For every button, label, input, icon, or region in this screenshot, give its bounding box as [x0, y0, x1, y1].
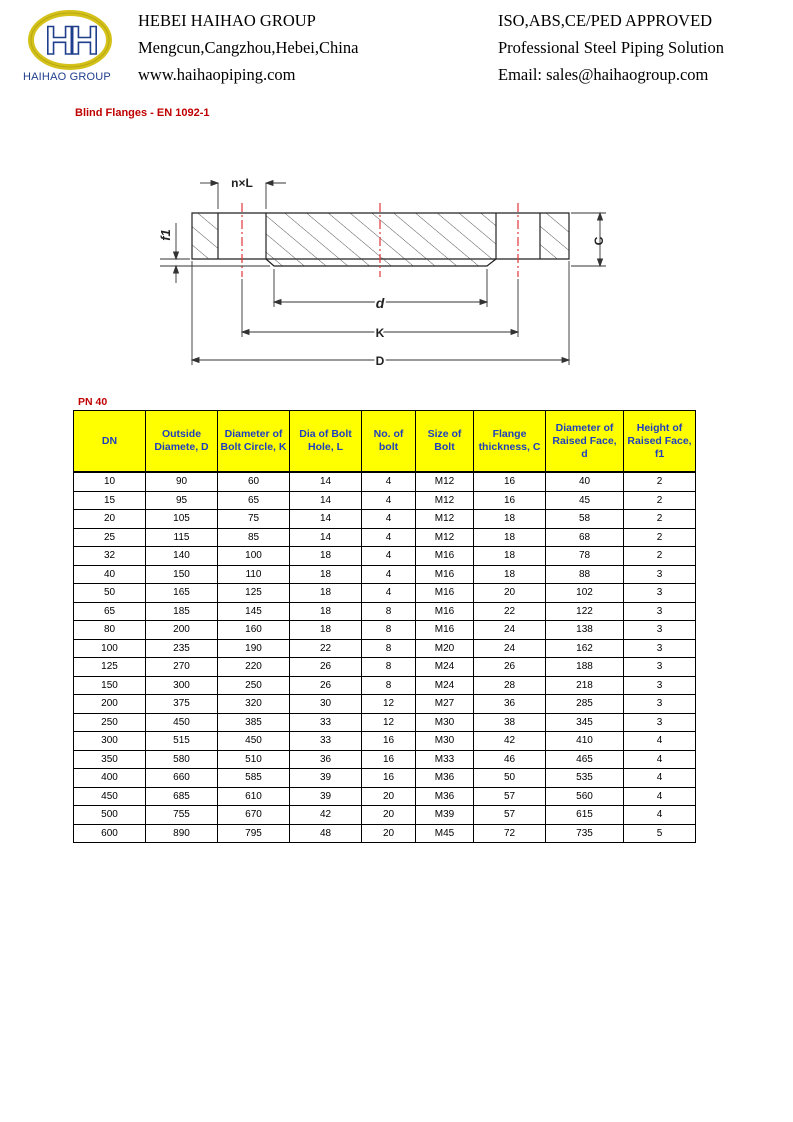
column-header-text: Diameter of	[224, 428, 283, 440]
table-cell: 510	[218, 750, 290, 769]
column-header-text: Hole, L	[307, 441, 343, 453]
column-header-text: Dia of Bolt	[299, 428, 352, 440]
table-cell: 3	[624, 584, 696, 603]
label-raised-face-height: f1	[158, 229, 173, 241]
column-header	[362, 411, 416, 473]
table-row	[74, 824, 696, 843]
table-cell: 22	[474, 602, 546, 621]
table-cell: 45	[546, 491, 624, 510]
table-cell: 18	[474, 510, 546, 529]
table-cell: M12	[416, 491, 474, 510]
table-cell: 4	[362, 565, 416, 584]
table-cell: 39	[290, 787, 362, 806]
table-cell: 8	[362, 676, 416, 695]
table-cell: 3	[624, 676, 696, 695]
table-cell: M16	[416, 602, 474, 621]
table-cell: 48	[290, 824, 362, 843]
table-cell: 4	[624, 732, 696, 751]
table-cell: 2	[624, 528, 696, 547]
pressure-class-label: PN 40	[78, 396, 108, 408]
table-cell: 145	[218, 602, 290, 621]
table-cell: 755	[146, 806, 218, 825]
table-cell: 8	[362, 658, 416, 677]
table-cell: 735	[546, 824, 624, 843]
table-cell: 32	[74, 547, 146, 566]
table-cell: 58	[546, 510, 624, 529]
table-cell: M45	[416, 824, 474, 843]
table-cell: 3	[624, 713, 696, 732]
column-header	[474, 411, 546, 473]
table-cell: 90	[146, 472, 218, 491]
table-cell: 5	[624, 824, 696, 843]
table-cell: M36	[416, 769, 474, 788]
table-cell: 40	[546, 472, 624, 491]
table-cell: 320	[218, 695, 290, 714]
table-cell: 100	[218, 547, 290, 566]
table-cell: 60	[218, 472, 290, 491]
label-bolt-hole: n×L	[231, 176, 253, 190]
table-cell: 105	[146, 510, 218, 529]
table-cell: 345	[546, 713, 624, 732]
table-cell: 220	[218, 658, 290, 677]
table-row	[74, 769, 696, 788]
table-cell: 68	[546, 528, 624, 547]
table-cell: 250	[218, 676, 290, 695]
table-row	[74, 713, 696, 732]
column-header-text: Raised Face,	[552, 434, 617, 447]
table-cell: 560	[546, 787, 624, 806]
table-cell: 20	[362, 806, 416, 825]
table-cell: M24	[416, 658, 474, 677]
table-cell: M12	[416, 528, 474, 547]
table-cell: 20	[474, 584, 546, 603]
table-cell: 2	[624, 547, 696, 566]
table-cell: 165	[146, 584, 218, 603]
table-cell: 685	[146, 787, 218, 806]
table-body	[74, 472, 696, 843]
table-cell: 200	[146, 621, 218, 640]
table-row	[74, 510, 696, 529]
table-cell: 162	[546, 639, 624, 658]
table-cell: 14	[290, 510, 362, 529]
column-header	[624, 411, 696, 473]
table-row	[74, 806, 696, 825]
table-cell: 4	[362, 584, 416, 603]
table-cell: 400	[74, 769, 146, 788]
table-row	[74, 695, 696, 714]
certifications: ISO,ABS,CE/PED APPROVED	[498, 11, 713, 30]
table-cell: 4	[362, 472, 416, 491]
table-cell: 57	[474, 787, 546, 806]
table-cell: 22	[290, 639, 362, 658]
table-cell: 95	[146, 491, 218, 510]
column-header-text: Bolt	[434, 441, 455, 453]
table-cell: M16	[416, 621, 474, 640]
table-cell: 39	[290, 769, 362, 788]
table-cell: 26	[474, 658, 546, 677]
table-cell: M30	[416, 713, 474, 732]
table-row	[74, 787, 696, 806]
company-email[interactable]: Email: sales@haihaogroup.com	[498, 65, 709, 84]
table-cell: 78	[546, 547, 624, 566]
table-cell: 4	[362, 491, 416, 510]
blind-flange-drawing	[140, 165, 620, 375]
table-cell: 3	[624, 565, 696, 584]
table-cell: 18	[290, 621, 362, 640]
table-cell: 20	[362, 787, 416, 806]
table-row	[74, 676, 696, 695]
table-cell: 8	[362, 639, 416, 658]
table-cell: 4	[362, 547, 416, 566]
table-cell: 140	[146, 547, 218, 566]
table-cell: 38	[474, 713, 546, 732]
table-cell: 8	[362, 621, 416, 640]
label-thickness: C	[592, 236, 606, 246]
table-cell: 190	[218, 639, 290, 658]
column-header-text: thickness, C	[478, 441, 541, 453]
column-header-text: Diamete, D	[154, 441, 209, 453]
table-cell: 30	[290, 695, 362, 714]
company-website[interactable]: www.haihaopiping.com	[138, 65, 296, 84]
table-cell: 100	[74, 639, 146, 658]
table-cell: 150	[74, 676, 146, 695]
table-cell: 535	[546, 769, 624, 788]
table-cell: 500	[74, 806, 146, 825]
table-cell: 12	[362, 713, 416, 732]
table-row	[74, 491, 696, 510]
table-cell: 110	[218, 565, 290, 584]
table-row	[74, 602, 696, 621]
svg-text:HH: HH	[45, 19, 95, 63]
table-cell: M24	[416, 676, 474, 695]
table-cell: 80	[74, 621, 146, 640]
table-cell: 65	[218, 491, 290, 510]
table-cell: 385	[218, 713, 290, 732]
table-cell: 4	[624, 787, 696, 806]
table-cell: M39	[416, 806, 474, 825]
column-header	[218, 411, 290, 473]
column-header-text: No. of	[373, 428, 404, 440]
table-row	[74, 528, 696, 547]
table-cell: 36	[290, 750, 362, 769]
table-cell: 16	[474, 472, 546, 491]
column-header-text: d	[581, 447, 588, 460]
table-cell: 450	[146, 713, 218, 732]
company-address: Mengcun,Cangzhou,Hebei,China	[138, 38, 359, 57]
logo-caption: HAIHAO GROUP	[23, 71, 111, 83]
table-cell: 18	[290, 565, 362, 584]
column-header-text: f1	[654, 447, 665, 460]
table-cell: 3	[624, 621, 696, 640]
table-cell: 125	[74, 658, 146, 677]
table-cell: 600	[74, 824, 146, 843]
table-cell: 18	[290, 547, 362, 566]
column-header-text: Diameter of	[555, 421, 614, 434]
table-cell: 85	[218, 528, 290, 547]
table-cell: 72	[474, 824, 546, 843]
table-cell: 185	[146, 602, 218, 621]
table-cell: 4	[362, 528, 416, 547]
table-cell: 14	[290, 491, 362, 510]
column-header-text: DN	[101, 434, 118, 447]
table-cell: 2	[624, 510, 696, 529]
table-cell: 138	[546, 621, 624, 640]
table-cell: 14	[290, 528, 362, 547]
table-cell: 3	[624, 695, 696, 714]
table-cell: 28	[474, 676, 546, 695]
company-name: HEBEI HAIHAO GROUP	[138, 11, 316, 30]
column-header	[290, 411, 362, 473]
table-cell: 3	[624, 602, 696, 621]
table-cell: 615	[546, 806, 624, 825]
table-cell: 65	[74, 602, 146, 621]
table-row	[74, 732, 696, 751]
table-cell: 300	[74, 732, 146, 751]
table-cell: 660	[146, 769, 218, 788]
table-cell: 3	[624, 658, 696, 677]
table-cell: 2	[624, 472, 696, 491]
table-cell: 24	[474, 639, 546, 658]
table-cell: 18	[290, 602, 362, 621]
table-cell: M20	[416, 639, 474, 658]
document-title: Blind Flanges - EN 1092-1	[75, 107, 210, 119]
table-row	[74, 750, 696, 769]
table-cell: 375	[146, 695, 218, 714]
table-cell: 26	[290, 676, 362, 695]
table-cell: M36	[416, 787, 474, 806]
table-cell: 36	[474, 695, 546, 714]
table-cell: 18	[474, 528, 546, 547]
table-cell: 46	[474, 750, 546, 769]
table-cell: 14	[290, 472, 362, 491]
table-cell: 115	[146, 528, 218, 547]
table-cell: 4	[362, 510, 416, 529]
column-header	[146, 411, 218, 473]
table-row	[74, 565, 696, 584]
table-cell: 465	[546, 750, 624, 769]
table-cell: 15	[74, 491, 146, 510]
table-cell: 270	[146, 658, 218, 677]
table-cell: 300	[146, 676, 218, 695]
table-cell: 25	[74, 528, 146, 547]
table-cell: 42	[290, 806, 362, 825]
table-cell: 50	[74, 584, 146, 603]
table-cell: 18	[474, 547, 546, 566]
table-cell: 26	[290, 658, 362, 677]
table-cell: 16	[474, 491, 546, 510]
table-cell: 16	[362, 769, 416, 788]
table-cell: 16	[362, 750, 416, 769]
label-outside-dia: D	[375, 354, 385, 368]
table-cell: 235	[146, 639, 218, 658]
table-cell: 188	[546, 658, 624, 677]
table-cell: 40	[74, 565, 146, 584]
logo-mark-icon	[20, 8, 120, 72]
table-cell: 4	[624, 750, 696, 769]
table-cell: M30	[416, 732, 474, 751]
company-logo	[20, 8, 120, 90]
table-cell: M27	[416, 695, 474, 714]
table-row	[74, 639, 696, 658]
table-cell: 10	[74, 472, 146, 491]
table-cell: 88	[546, 565, 624, 584]
table-header-row	[74, 411, 696, 473]
table-cell: 18	[290, 584, 362, 603]
table-cell: 50	[474, 769, 546, 788]
table-cell: 450	[218, 732, 290, 751]
table-cell: 33	[290, 732, 362, 751]
table-cell: M12	[416, 510, 474, 529]
table-cell: 450	[74, 787, 146, 806]
table-cell: 250	[74, 713, 146, 732]
table-cell: 160	[218, 621, 290, 640]
flange-spec-table	[73, 410, 696, 843]
table-row	[74, 472, 696, 491]
column-header-text: Flange	[492, 428, 527, 440]
table-cell: 12	[362, 695, 416, 714]
table-cell: 350	[74, 750, 146, 769]
column-header	[74, 411, 146, 473]
table-cell: 24	[474, 621, 546, 640]
label-bolt-circle: K	[375, 326, 385, 340]
table-cell: 4	[624, 769, 696, 788]
table-cell: 57	[474, 806, 546, 825]
table-row	[74, 658, 696, 677]
column-header-text: Outside	[161, 428, 202, 440]
table-cell: M12	[416, 472, 474, 491]
table-cell: 20	[74, 510, 146, 529]
column-header-text: Height of	[636, 421, 683, 434]
table-row	[74, 547, 696, 566]
table-cell: 585	[218, 769, 290, 788]
table-cell: 890	[146, 824, 218, 843]
table-cell: 102	[546, 584, 624, 603]
table-cell: 8	[362, 602, 416, 621]
table-row	[74, 584, 696, 603]
table-cell: 610	[218, 787, 290, 806]
table-cell: 4	[624, 806, 696, 825]
table-cell: M16	[416, 547, 474, 566]
table-cell: 125	[218, 584, 290, 603]
table-cell: 2	[624, 491, 696, 510]
table-cell: M16	[416, 584, 474, 603]
table-cell: 16	[362, 732, 416, 751]
table-cell: M33	[416, 750, 474, 769]
table-cell: 75	[218, 510, 290, 529]
table-cell: 122	[546, 602, 624, 621]
table-cell: M16	[416, 565, 474, 584]
label-raised-face-dia: d	[375, 295, 385, 311]
table-cell: 515	[146, 732, 218, 751]
table-cell: 33	[290, 713, 362, 732]
table-cell: 150	[146, 565, 218, 584]
table-cell: 200	[74, 695, 146, 714]
table-cell: 410	[546, 732, 624, 751]
column-header-text: Bolt Circle, K	[220, 441, 287, 453]
column-header	[416, 411, 474, 473]
table-cell: 670	[218, 806, 290, 825]
column-header-text: bolt	[378, 441, 399, 453]
table-cell: 20	[362, 824, 416, 843]
table-cell: 795	[218, 824, 290, 843]
column-header-text: Raised Face,	[627, 434, 692, 447]
table-cell: 580	[146, 750, 218, 769]
table-cell: 218	[546, 676, 624, 695]
table-cell: 285	[546, 695, 624, 714]
table-cell: 18	[474, 565, 546, 584]
table-cell: 3	[624, 639, 696, 658]
table-cell: 42	[474, 732, 546, 751]
company-tagline: Professional Steel Piping Solution	[498, 38, 724, 57]
column-header	[546, 411, 624, 473]
column-header-text: Size of	[427, 428, 462, 440]
table-row	[74, 621, 696, 640]
